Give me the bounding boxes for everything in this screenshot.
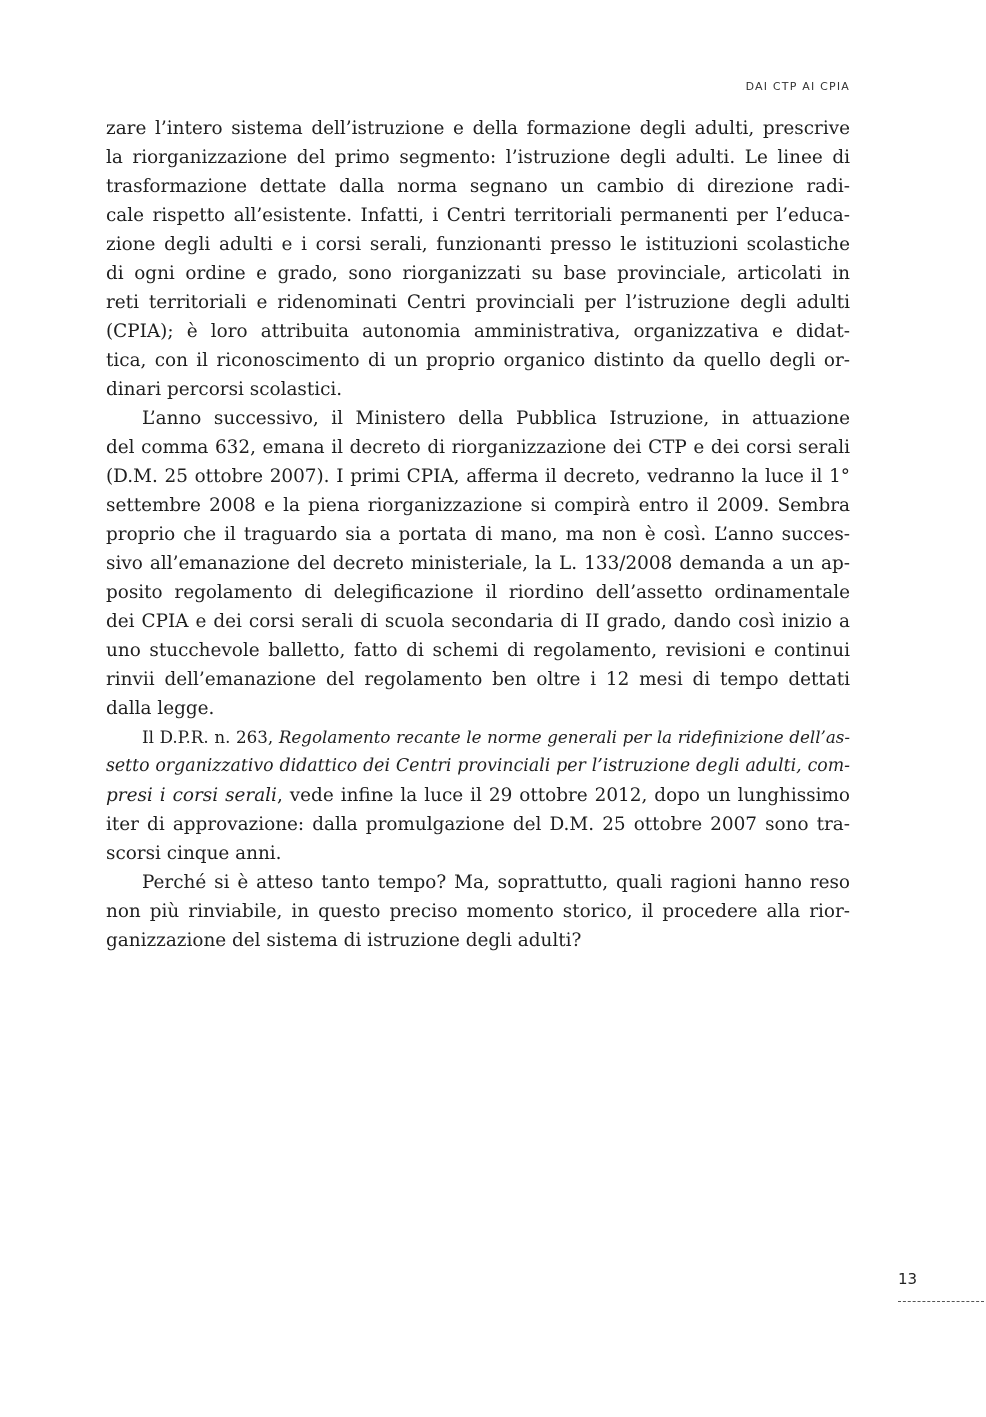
text-line: sivo all’emanazione del decreto ministeriale, la L. 133/2008 demanda a un ap- bbox=[106, 553, 850, 574]
regulation-title: setto organizzativo didattico dei Centri provinciali per l’istruzione degli adulti, com- bbox=[106, 756, 850, 776]
paragraph-2 bbox=[106, 404, 850, 723]
text-line: Perché si è atteso tanto tempo? Ma, soprattutto, quali ragioni hanno reso bbox=[142, 872, 850, 893]
text-fragment: , vede infine la luce il 29 ottobre 2012, dopo un lunghissimo bbox=[276, 785, 850, 806]
text-line: del comma 632, emana il decreto di riorganizzazione dei CTP e dei corsi serali bbox=[106, 437, 850, 458]
regulation-title: presi i corsi serali bbox=[106, 785, 277, 806]
text-line bbox=[106, 723, 850, 752]
text-line: dalla legge. bbox=[106, 698, 215, 719]
running-header: DAI CTP AI CPIA bbox=[745, 80, 850, 93]
text-line: iter di approvazione: dalla promulgazione del D.M. 25 ottobre 2007 sono tra- bbox=[106, 814, 850, 835]
text-line: L’anno successivo, il Ministero della Pubblica Istruzione, in attuazione bbox=[142, 408, 850, 429]
text-line: trasformazione dettate dalla norma segnano un cambio di direzione radi- bbox=[106, 176, 850, 197]
text-line: la riorganizzazione del primo segmento: l’istruzione degli adulti. Le linee di bbox=[106, 147, 850, 168]
text-line: uno stucchevole balletto, fatto di schemi di regolamento, revisioni e continui bbox=[106, 640, 850, 661]
text-line bbox=[106, 752, 850, 781]
text-line: cale rispetto all’esistente. Infatti, i Centri territoriali permanenti per l’educa- bbox=[106, 205, 850, 226]
text-line: dinari percorsi scolastici. bbox=[106, 379, 343, 400]
text-line: tica, con il riconoscimento di un proprio organico distinto da quello degli or- bbox=[106, 350, 850, 371]
text-line bbox=[106, 781, 850, 810]
text-line: di ogni ordine e grado, sono riorganizzati su base provinciale, articolati in bbox=[106, 263, 850, 284]
text-line: ganizzazione del sistema di istruzione degli adulti? bbox=[106, 930, 582, 951]
text-line: non più rinviabile, in questo preciso momento storico, il procedere alla rior- bbox=[106, 901, 850, 922]
page-number: 13 bbox=[898, 1270, 918, 1288]
text-line: zione degli adulti e i corsi serali, funzionanti presso le istituzioni scolastiche bbox=[106, 234, 850, 255]
footer-rule bbox=[898, 1301, 984, 1302]
regulation-title: Regolamento recante le norme generali per la ridefinizione dell’as- bbox=[278, 727, 850, 747]
text-line: posito regolamento di delegificazione il riordino dell’assetto ordinamentale bbox=[106, 582, 850, 603]
paragraph-3 bbox=[106, 723, 850, 868]
text-line: dei CPIA e dei corsi serali di scuola secondaria di II grado, dando così inizio a bbox=[106, 611, 850, 632]
paragraph-4 bbox=[106, 868, 850, 955]
text-line: rinvii dell’emanazione del regolamento ben oltre i 12 mesi di tempo dettati bbox=[106, 669, 850, 690]
text-line: scorsi cinque anni. bbox=[106, 843, 282, 864]
decree-reference: Il D.P.R. n. 263, bbox=[142, 727, 279, 747]
text-line: zare l’intero sistema dell’istruzione e della formazione degli adulti, prescrive bbox=[106, 118, 850, 139]
paragraph-1 bbox=[106, 114, 850, 404]
body-text bbox=[106, 114, 850, 955]
text-line: proprio che il traguardo sia a portata di mano, ma non è così. L’anno succes- bbox=[106, 524, 850, 545]
text-line: (D.M. 25 ottobre 2007). I primi CPIA, afferma il decreto, vedranno la luce il 1° bbox=[106, 466, 850, 487]
text-line: settembre 2008 e la piena riorganizzazione si compirà entro il 2009. Sembra bbox=[106, 495, 850, 516]
text-line: reti territoriali e ridenominati Centri provinciali per l’istruzione degli adulti bbox=[106, 292, 850, 313]
text-line: (CPIA); è loro attribuita autonomia amministrativa, organizzativa e didat- bbox=[106, 321, 850, 342]
